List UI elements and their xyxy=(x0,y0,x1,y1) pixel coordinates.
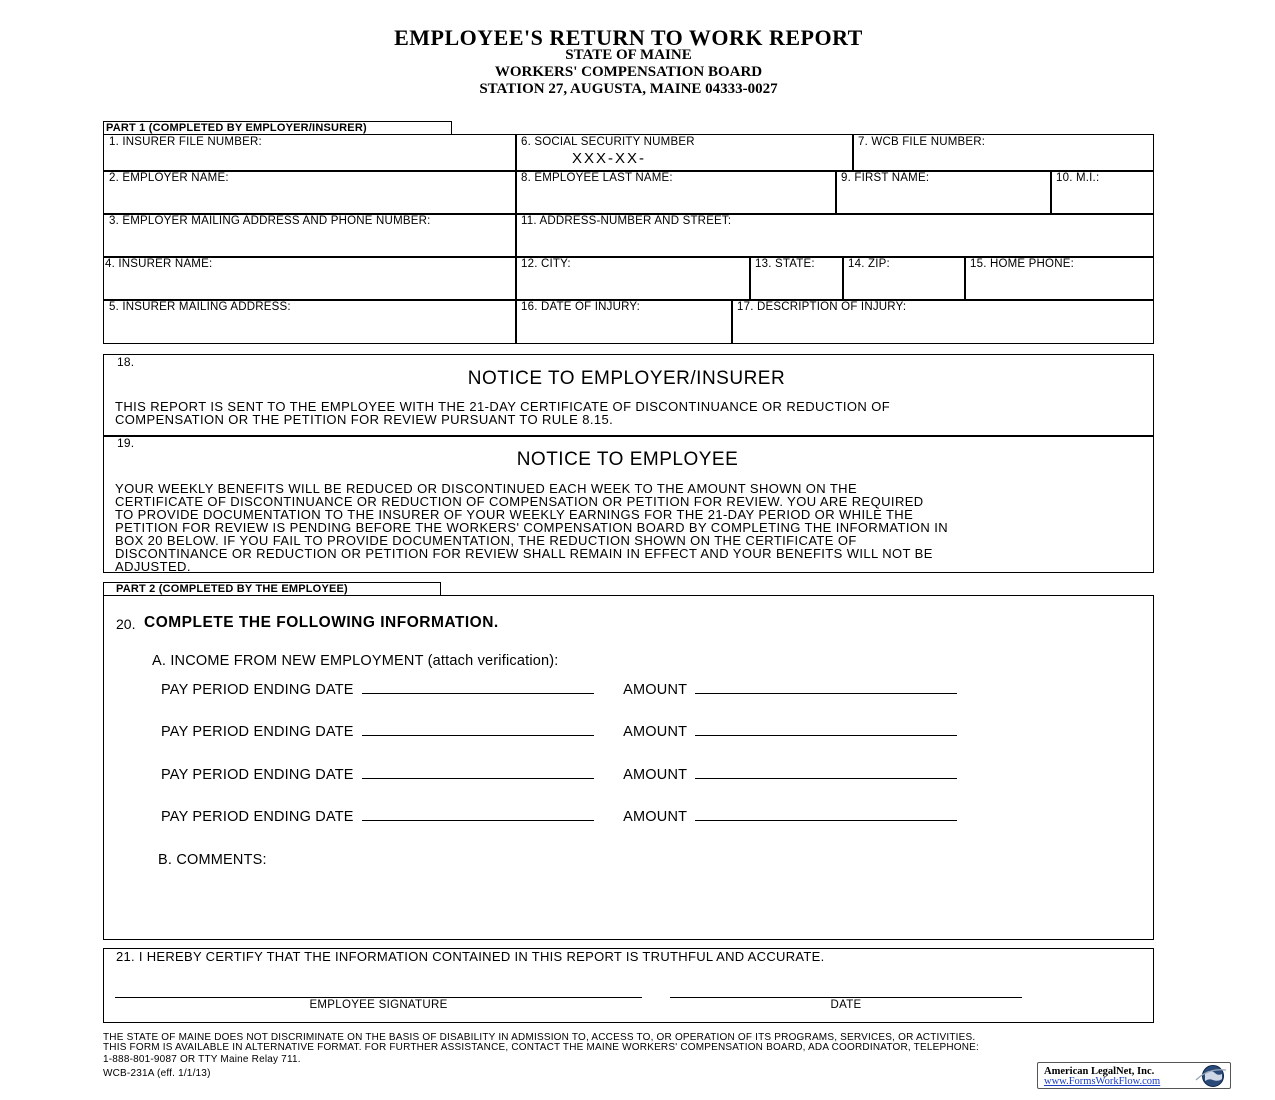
notice-number: 18. xyxy=(117,355,135,369)
field-label: 11. ADDRESS-NUMBER AND STREET: xyxy=(521,215,732,227)
board-name: WORKERS' COMPENSATION BOARD xyxy=(494,64,763,80)
amount-input[interactable] xyxy=(695,734,957,736)
brand-link[interactable]: www.FormsWorkFlow.com xyxy=(1044,1076,1161,1087)
ssn-field[interactable] xyxy=(515,134,854,172)
field-label: 12. CITY: xyxy=(521,258,571,270)
state-name: STATE OF MAINE xyxy=(565,47,692,63)
part2-tab xyxy=(103,582,441,596)
pay-period-label: PAY PERIOD ENDING DATE xyxy=(161,767,354,783)
notice-number: 19. xyxy=(117,436,135,450)
pay-period-row xyxy=(161,767,957,783)
pay-period-label: PAY PERIOD ENDING DATE xyxy=(161,724,354,740)
signature-input[interactable] xyxy=(115,996,642,998)
insurer-name-field[interactable] xyxy=(103,256,517,301)
notice-employee-box xyxy=(103,435,1154,573)
signature-label: EMPLOYEE SIGNATURE xyxy=(309,999,448,1011)
notice-employee-title: NOTICE TO EMPLOYEE xyxy=(516,449,739,470)
amount-label: AMOUNT xyxy=(623,682,687,698)
employee-income-box xyxy=(103,595,1154,940)
amount-input[interactable] xyxy=(695,777,957,779)
part2-tab-label: PART 2 (COMPLETED BY THE EMPLOYEE) xyxy=(116,583,348,595)
first-name-field[interactable] xyxy=(835,170,1052,215)
pay-period-label: PAY PERIOD ENDING DATE xyxy=(161,682,354,698)
pay-period-row xyxy=(161,724,957,740)
notice-employer-title: NOTICE TO EMPLOYER/INSURER xyxy=(467,368,786,389)
amount-label: AMOUNT xyxy=(623,767,687,783)
pay-period-row xyxy=(161,809,957,825)
notice-employee-line: CERTIFICATE OF DISCONTINUANCE OR REDUCTION OF COMPENSATION OR PETITION FOR REVIEW. YOU ARE REQUIRED xyxy=(115,494,924,509)
middle-initial-field[interactable] xyxy=(1050,170,1154,215)
notice-employee-line: YOUR WEEKLY BENEFITS WILL BE REDUCED OR DISCONTINUED EACH WEEK TO THE AMOUNT SHOWN ON THE xyxy=(115,481,858,496)
ssn-prefix: XXX-XX- xyxy=(572,150,647,167)
field-label: 3. EMPLOYER MAILING ADDRESS AND PHONE NUMBER: xyxy=(109,215,431,227)
footer-line: THIS FORM IS AVAILABLE IN ALTERNATIVE FORMAT. FOR FURTHER ASSISTANCE, CONTACT THE MAINE WORKERS' COMPENSATION BOARD, ADA COORDINATOR, TELEPHONE: xyxy=(103,1042,980,1053)
pay-period-date-input[interactable] xyxy=(362,819,594,821)
field-label: 5. INSURER MAILING ADDRESS: xyxy=(109,301,291,313)
notice-employer-line: COMPENSATION OR THE PETITION FOR REVIEW PURSUANT TO RULE 8.15. xyxy=(115,412,614,427)
form-id: WCB-231A (eff. 1/1/13) xyxy=(103,1068,211,1079)
notice-employee-line: BOX 20 BELOW. IF YOU FAIL TO PROVIDE DOCUMENTATION, THE REDUCTION SHOWN ON THE CERTIFICATE OF xyxy=(115,533,857,548)
certification-box xyxy=(103,948,1154,1023)
field-label: 2. EMPLOYER NAME: xyxy=(109,172,229,184)
field-label: 8. EMPLOYEE LAST NAME: xyxy=(521,172,673,184)
notice-employee-line: DISCONTINANCE OR REDUCTION OR PETITION FOR REVIEW SHALL REMAIN IN EFFECT AND YOUR BENEFITS WILL NOT BE xyxy=(115,546,933,561)
brand-name: American LegalNet, Inc. xyxy=(1044,1066,1155,1077)
brand-badge xyxy=(1037,1062,1231,1089)
pay-period-row xyxy=(161,682,957,698)
field-label: 10. M.I.: xyxy=(1056,172,1100,184)
home-phone-field[interactable] xyxy=(964,256,1154,301)
field-label: 1. INSURER FILE NUMBER: xyxy=(109,136,262,148)
globe-icon xyxy=(1193,1064,1229,1088)
field-label: 9. FIRST NAME: xyxy=(841,172,930,184)
field-label: 4. INSURER NAME: xyxy=(105,258,213,270)
field-label: 6. SOCIAL SECURITY NUMBER xyxy=(521,136,695,148)
insurer-address-field[interactable] xyxy=(103,299,517,344)
comments-area[interactable] xyxy=(158,874,1138,932)
footer-line: THE STATE OF MAINE DOES NOT DISCRIMINATE ON THE BASIS OF DISABILITY IN ADMISSION TO, ACCESS TO, OR OPERATION OF ITS PROGRAMS, SERVICES, OR ACTIVITIES. xyxy=(103,1032,976,1043)
field-label: 7. WCB FILE NUMBER: xyxy=(858,136,986,148)
city-field[interactable] xyxy=(515,256,751,301)
state-field[interactable] xyxy=(749,256,844,301)
employee-last-name-field[interactable] xyxy=(515,170,837,215)
form-title: EMPLOYEE'S RETURN TO WORK REPORT xyxy=(394,25,863,50)
field-label: 14. ZIP: xyxy=(848,258,890,270)
wcb-file-number-field[interactable] xyxy=(852,134,1154,172)
zip-field[interactable] xyxy=(842,256,966,301)
amount-label: AMOUNT xyxy=(623,809,687,825)
notice-employee-line: PETITION FOR REVIEW IS PENDING BEFORE THE WORKERS' COMPENSATION BOARD BY COMPLETING THE INFORMATION IN xyxy=(115,520,948,535)
employer-address-field[interactable] xyxy=(103,213,517,258)
field-label: 15. HOME PHONE: xyxy=(970,258,1074,270)
injury-description-field[interactable] xyxy=(731,299,1154,344)
part1-tab-label: PART 1 (COMPLETED BY EMPLOYER/INSURER) xyxy=(106,122,367,134)
field-label: 16. DATE OF INJURY: xyxy=(521,301,641,313)
employer-name-field[interactable] xyxy=(103,170,517,215)
pay-period-date-input[interactable] xyxy=(362,734,594,736)
comments-label: B. COMMENTS: xyxy=(158,852,267,868)
notice-employee-line: TO PROVIDE DOCUMENTATION TO THE INSURER OF YOUR WEEKLY EARNINGS FOR THE 21-DAY PERIOD OR WHILE THE xyxy=(115,507,914,522)
amount-input[interactable] xyxy=(695,692,957,694)
pay-period-date-input[interactable] xyxy=(362,692,594,694)
employee-street-field[interactable] xyxy=(515,213,1154,258)
date-input[interactable] xyxy=(670,996,1022,998)
part1-tab xyxy=(103,121,452,135)
field-label: 17. DESCRIPTION OF INJURY: xyxy=(737,301,907,313)
board-address: STATION 27, AUGUSTA, MAINE 04333-0027 xyxy=(479,81,778,97)
section-heading: COMPLETE THE FOLLOWING INFORMATION. xyxy=(144,614,499,631)
date-label: DATE xyxy=(830,999,862,1011)
section-a-label: A. INCOME FROM NEW EMPLOYMENT (attach verification): xyxy=(152,653,559,669)
notice-employer-box xyxy=(103,354,1154,437)
notice-employer-line: THIS REPORT IS SENT TO THE EMPLOYEE WITH THE 21-DAY CERTIFICATE OF DISCONTINUANCE OR REDUCTION OF xyxy=(115,399,891,414)
section-number: 20. xyxy=(116,616,136,632)
pay-period-label: PAY PERIOD ENDING DATE xyxy=(161,809,354,825)
date-of-injury-field[interactable] xyxy=(515,299,733,344)
notice-employee-line: ADJUSTED. xyxy=(115,559,191,574)
field-label: 13. STATE: xyxy=(755,258,815,270)
certification-text: 21. I HEREBY CERTIFY THAT THE INFORMATION CONTAINED IN THIS REPORT IS TRUTHFUL AND ACCURATE. xyxy=(116,949,825,964)
amount-input[interactable] xyxy=(695,819,957,821)
footer-line: 1-888-801-9087 OR TTY Maine Relay 711. xyxy=(103,1054,301,1065)
pay-period-date-input[interactable] xyxy=(362,777,594,779)
amount-label: AMOUNT xyxy=(623,724,687,740)
insurer-file-number-field[interactable] xyxy=(103,134,517,172)
